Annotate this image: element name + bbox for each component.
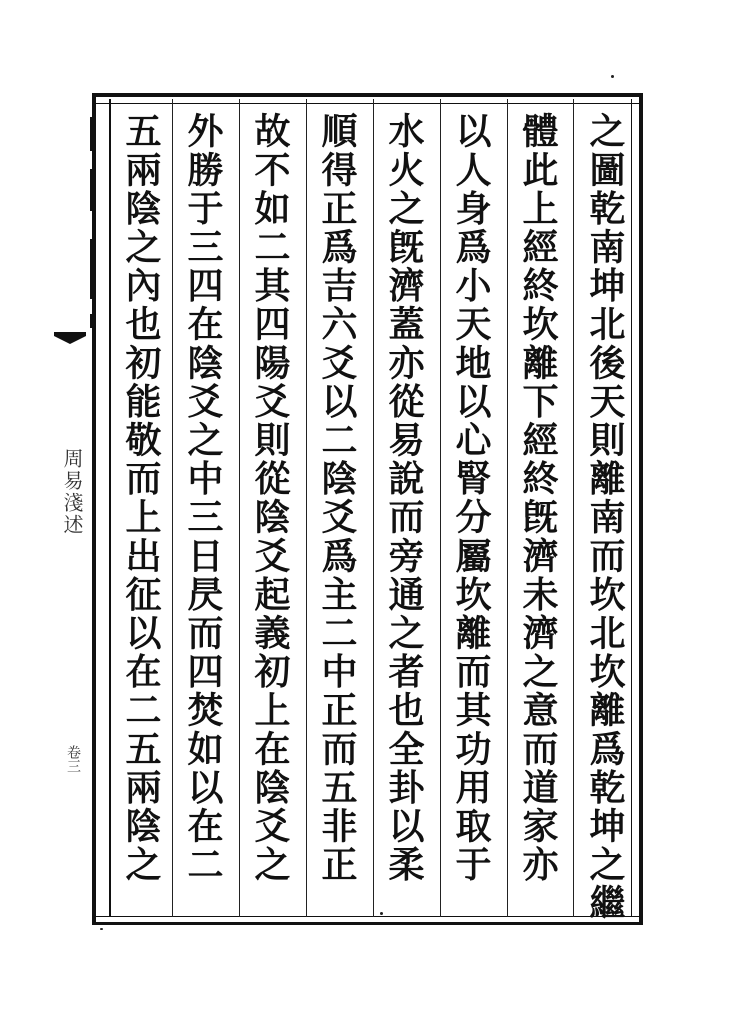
text-column-4: 水火之旣濟蓋亦從易說而旁通之者也全卦以柔 bbox=[383, 112, 425, 884]
fishtail-mark-icon bbox=[52, 330, 88, 346]
margin-mark bbox=[90, 239, 92, 299]
text-column-1: 之圖乾南坤北後天則離南而坎北坎離爲乾坤之繼 bbox=[584, 112, 626, 923]
text-column-8: 五兩陰之內也初能敬而上出征以在二五兩陰之 bbox=[120, 112, 162, 884]
frame-right-inner-line bbox=[631, 99, 632, 917]
column-rule bbox=[573, 99, 574, 917]
column-rule bbox=[373, 99, 374, 917]
text-column-2: 體此上經終坎離下經終旣濟未濟之意而道家亦 bbox=[517, 112, 559, 884]
frame-right-border bbox=[639, 93, 643, 923]
ink-speck bbox=[380, 912, 383, 915]
column-rule bbox=[239, 99, 240, 917]
text-column-3: 以人身爲小天地以心腎分屬坎離而其功用取于 bbox=[450, 112, 492, 884]
margin-mark bbox=[90, 117, 92, 151]
folio-label: 卷三 bbox=[65, 745, 81, 773]
text-column-7: 外勝于三四在陰爻之中三日昃而四焚如以在二 bbox=[182, 112, 224, 884]
ink-speck bbox=[100, 928, 103, 930]
margin-mark bbox=[90, 314, 92, 328]
column-rule bbox=[507, 99, 508, 917]
text-column-6: 故不如二其四陽爻則從陰爻起義初上在陰爻之 bbox=[249, 112, 291, 884]
banxin-title: 周易淺述 bbox=[60, 448, 84, 536]
ink-speck bbox=[611, 75, 614, 78]
frame-bottom-border bbox=[92, 916, 643, 925]
frame-top-border bbox=[92, 93, 643, 104]
frame-left-border bbox=[92, 93, 96, 923]
column-rule bbox=[306, 99, 307, 917]
margin-mark bbox=[90, 169, 92, 211]
text-column-5: 順得正爲吉六爻以二陰爻爲主二中正而五非正 bbox=[316, 112, 358, 884]
column-rule bbox=[172, 99, 173, 917]
frame-left-inner-line bbox=[109, 99, 111, 917]
column-rule bbox=[440, 99, 441, 917]
